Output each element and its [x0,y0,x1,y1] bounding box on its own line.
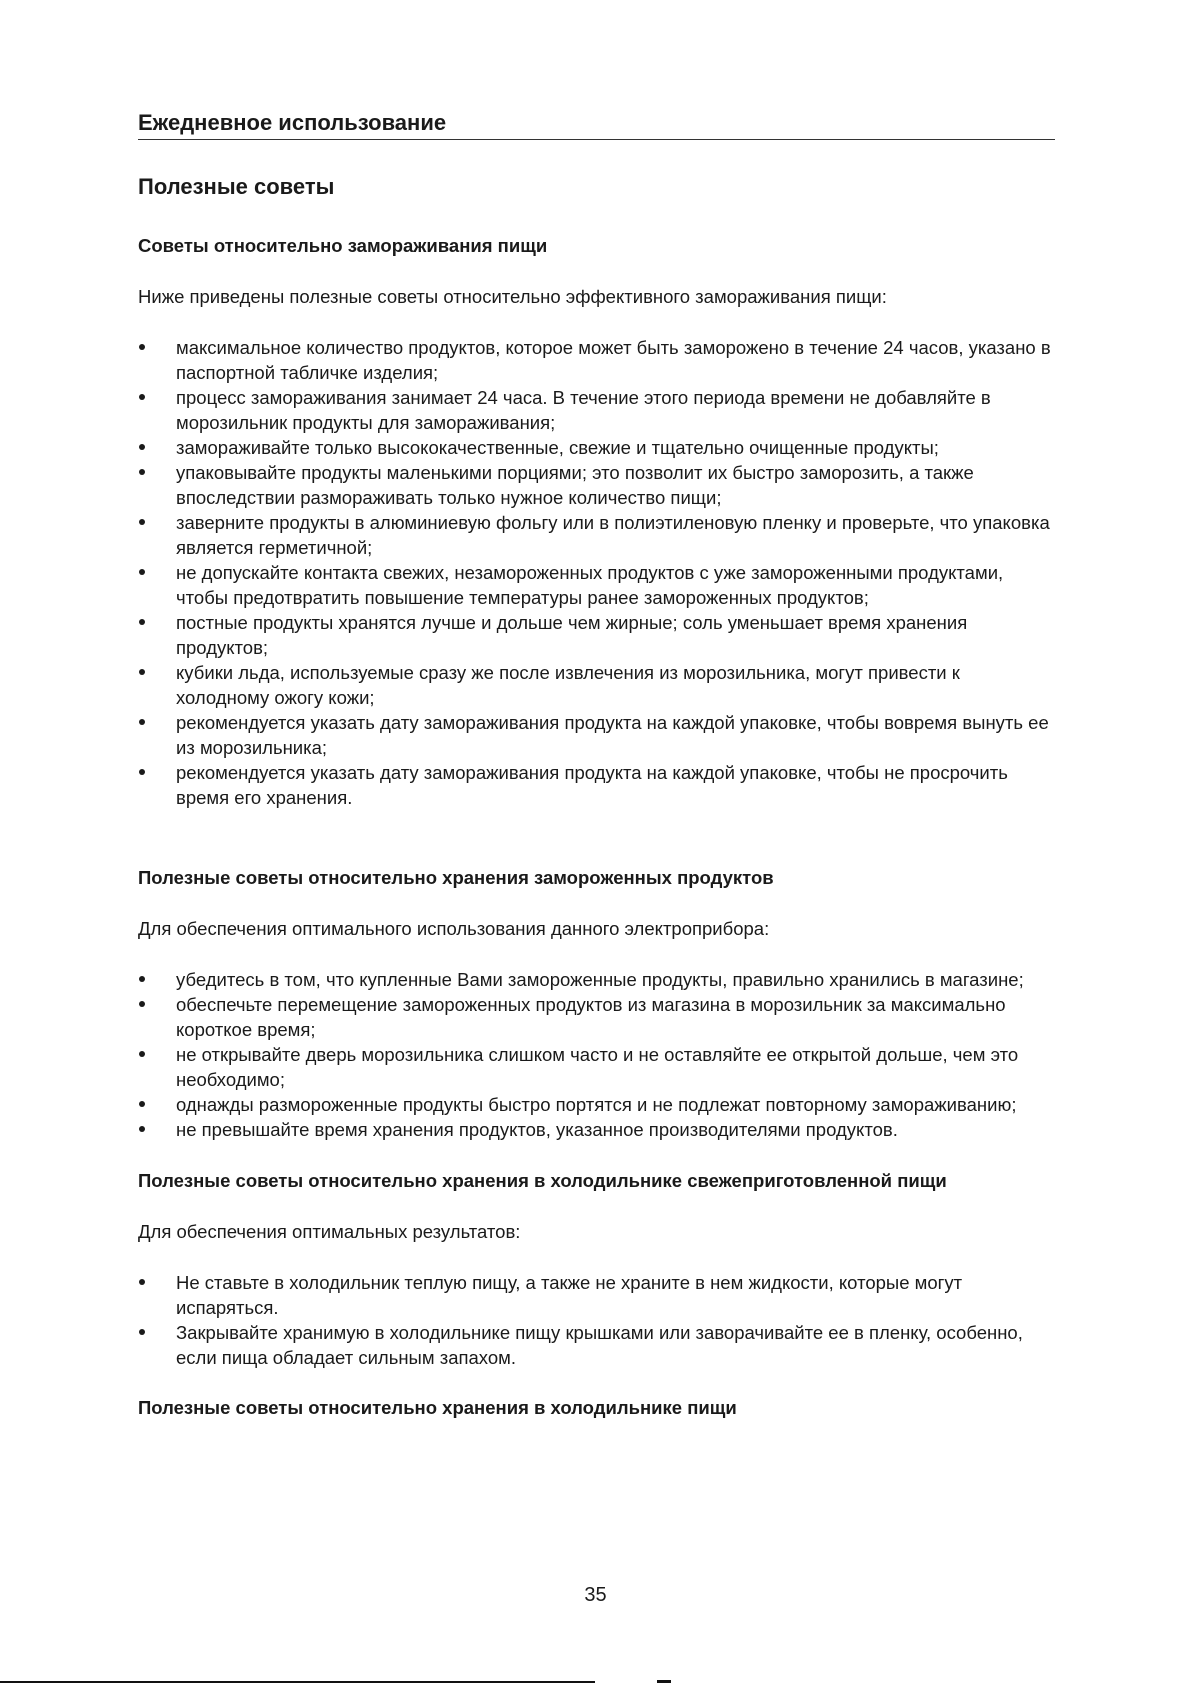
footer-mark [657,1680,671,1683]
list-item: заверните продукты в алюминиевую фольгу или в полиэтиленовую пленку и проверьте, что упаковка является герметичной; [138,510,1055,560]
frozen-storage-list [138,967,1055,1142]
fresh-food-heading: Полезные советы относительно хранения в холодильнике свежеприготовленной пищи [138,1170,947,1191]
list-item: упаковывайте продукты маленькими порциями; это позволит их быстро заморозить, а также впоследствии размораживать только нужное количество пищи; [138,460,1055,510]
list-item: постные продукты хранятся лучше и дольше чем жирные; соль уменьшает время хранения продуктов; [138,610,1055,660]
fridge-storage-heading: Полезные советы относительно хранения в холодильнике пищи [138,1397,737,1418]
list-item: кубики льда, используемые сразу же после извлечения из морозильника, могут привести к холодному ожогу кожи; [138,660,1055,710]
list-item: убедитесь в том, что купленные Вами замороженные продукты, правильно хранились в магазине; [138,967,1055,992]
list-item: Не ставьте в холодильник теплую пищу, а также не храните в нем жидкости, которые могут испаряться. [138,1270,1055,1320]
list-item: рекомендуется указать дату замораживания продукта на каждой упаковке, чтобы не просрочить время его хранения. [138,760,1055,810]
list-item: максимальное количество продуктов, которое может быть заморожено в течение 24 часов, указано в паспортной табличке изделия; [138,335,1055,385]
freezing-tips-intro: Ниже приведены полезные советы относительно эффективного замораживания пищи: [138,286,887,307]
page-number: 35 [584,1584,607,1606]
frozen-storage-heading: Полезные советы относительно хранения замороженных продуктов [138,867,774,888]
list-item: не допускайте контакта свежих, незамороженных продуктов с уже замороженными продуктами, чтобы предотвратить повышение температуры ранее замороженных продуктов; [138,560,1055,610]
subsection-title: Полезные советы [138,174,335,199]
list-item: не открывайте дверь морозильника слишком часто и не оставляйте ее открытой дольше, чем это необходимо; [138,1042,1055,1092]
list-item: обеспечьте перемещение замороженных продуктов из магазина в морозильник за максимально короткое время; [138,992,1055,1042]
fresh-food-intro: Для обеспечения оптимальных результатов: [138,1221,521,1242]
footer-rule [0,1681,595,1683]
frozen-storage-intro: Для обеспечения оптимального использования данного электроприбора: [138,918,770,939]
freezing-tips-heading: Советы относительно замораживания пищи [138,235,548,256]
page-content [138,110,1055,1420]
list-item: процесс замораживания занимает 24 часа. В течение этого периода времени не добавляйте в морозильник продукты для замораживания; [138,385,1055,435]
freezing-tips-list [138,335,1055,810]
section-title: Ежедневное использование [138,110,1055,140]
fresh-food-list [138,1270,1055,1370]
list-item: Закрывайте хранимую в холодильнике пищу крышками или заворачивайте ее в пленку, особенно, если пища обладает сильным запахом. [138,1320,1055,1370]
list-item: рекомендуется указать дату замораживания продукта на каждой упаковке, чтобы вовремя вынуть ее из морозильника; [138,710,1055,760]
list-item: замораживайте только высококачественные, свежие и тщательно очищенные продукты; [138,435,1055,460]
list-item: не превышайте время хранения продуктов, указанное производителями продуктов. [138,1117,1055,1142]
list-item: однажды размороженные продукты быстро портятся и не подлежат повторному замораживанию; [138,1092,1055,1117]
